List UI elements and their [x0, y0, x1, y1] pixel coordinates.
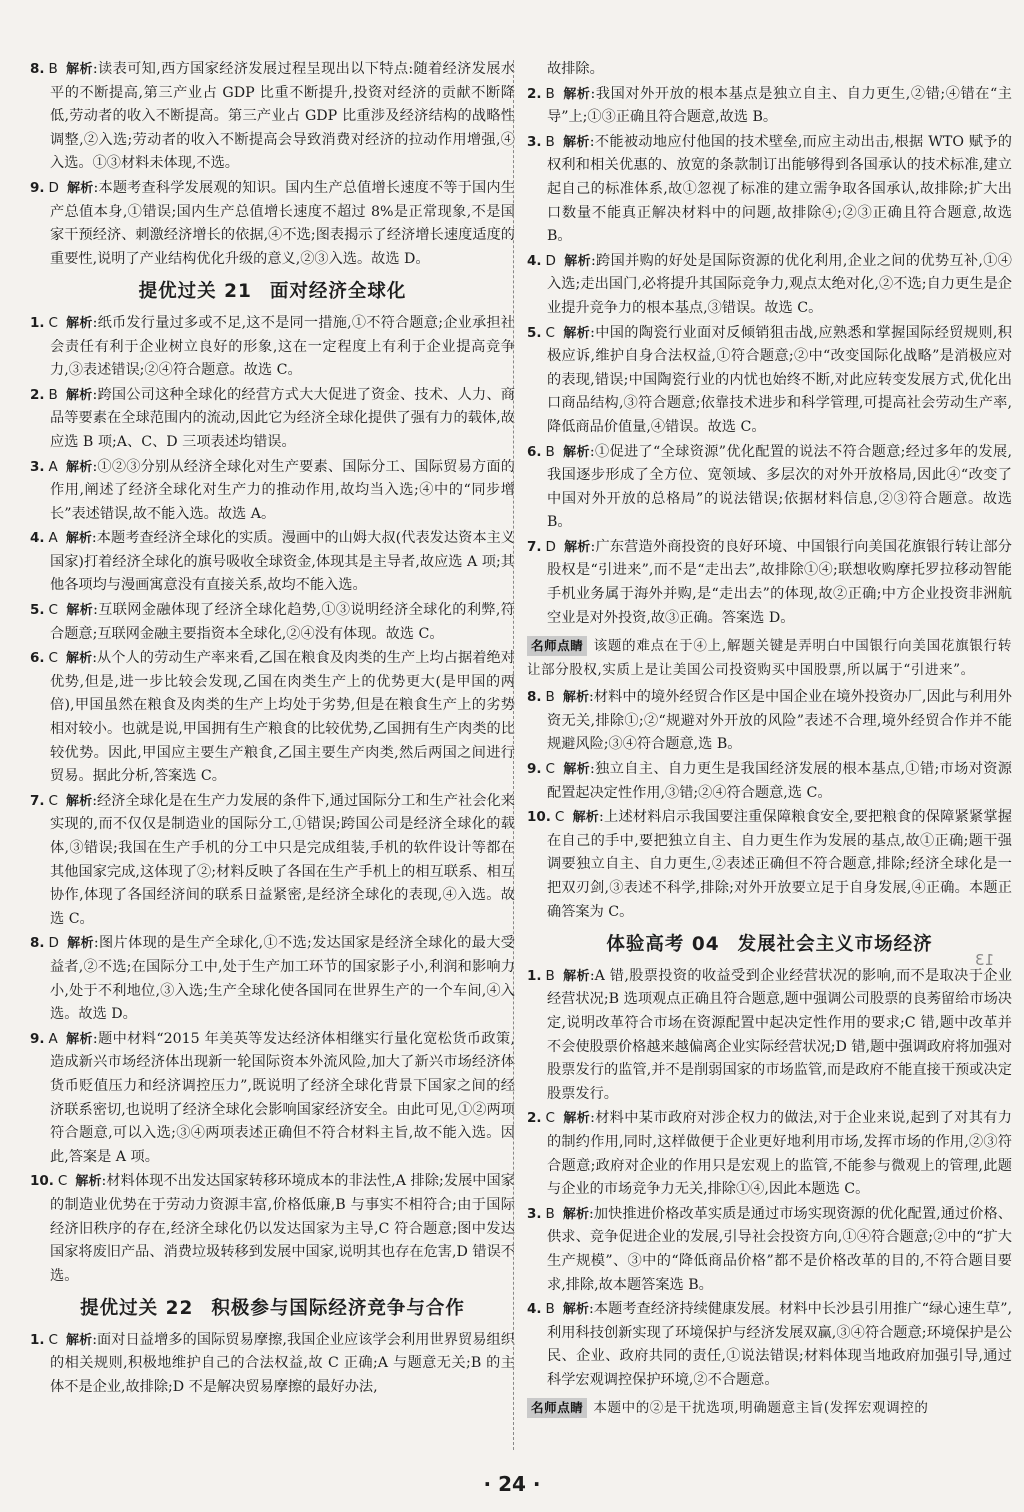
item-answer: D — [545, 538, 556, 555]
answer-item: 5. C 解析:互联网金融体现了经济全球化趋势,①③说明经济全球化的利弊,符合题意;互联网金融主要指资本全球化,②④没有体现。故选 C。 — [30, 602, 515, 642]
answer-item: 3. B 解析:不能被动地应付他国的技术壁垒,而应主动出击,根据 WTO 赋予的权利和相关优惠的、放宽的条款制订出能够得到各国承认的技术标准,建立起自己的标准体系,故①忽视了标准的建立需争取各国承认,故排除;扩大出口数量不能真正解决材料中的问题,故排除④;②③正确且符合题意,故选 B。 — [527, 133, 1012, 245]
teacher-tip — [527, 1396, 1012, 1420]
item-answer: C — [545, 1110, 555, 1127]
item-text: 上述材料启示我国要注重保障粮食安全,要把粮食的保障紧紧掌握在自己的手中,要把独立自主、自力更生作为发展的基点,故①正确;题干强调要独立自主、自力更生,②表述正确但不符合题意,排除;经济全球化是一把双刃剑,③表述不科学,排除;对外开放要立足于自身发展,④正确。本题正确答案为 C。 — [547, 809, 1012, 920]
right-items-a — [527, 83, 1012, 631]
item-text: 加快推进价格改革实质是通过市场实现资源的优化配置,通过价格、供求、竞争促进企业的发展,引导社会投资方向,①④符合题意;②中的“扩大生产规模”、③中的“降低商品价格”都不是价格改革的目的,不符合题目要求,排除,故本题答案选 B。 — [547, 1205, 1012, 1293]
item-number: 3. — [527, 133, 542, 150]
item-text: 面对日益增多的国际贸易摩擦,我国企业应该学会利用世界贸易组织的相关规则,积极地维护自己的合法权益,故 C 正确;A 与题意无关;B 的主体不是企业,故排除;D 不是解决贸易摩擦的最好办法, — [50, 1331, 515, 1396]
answer-item: 1. C 解析:面对日益增多的国际贸易摩擦,我国企业应该学会利用世界贸易组织的相关规则,积极地维护自己的合法权益,故 C 正确;A 与题意无关;B 的主体不是企业,故排除;D 不是解决贸易摩擦的最好办法, — [30, 1331, 515, 1396]
item-number: 5. — [30, 602, 45, 619]
heading-title: 面对经济全球化 — [269, 281, 407, 303]
answer-item: 4. D 解析:跨国并购的好处是国际资源的优化利用,企业之间的优势互补,①④入选;走出国门,必将提升其国际竞争力,观点太绝对化,②不选;自力更生是企业提升竞争力的根本基点,③错误。故选 C。 — [527, 252, 1012, 316]
heading-prefix: 提优过关 21 — [138, 281, 252, 303]
answer-item: 8. D 解析:图片体现的是生产全球化,①不选;发达国家是经济全球化的最大受益者,②不选;在国际分工中,处于生产加工环节的国家影子小,利润和影响力小,处于不利地位,③入选;生产全球化使各国同在世界生产的一个车间,④入选。故选 D。 — [30, 935, 515, 1023]
left-column — [30, 58, 515, 1401]
analysis-label: 解析 — [563, 253, 591, 269]
answer-item: 1. C 解析:纸币发行量过多或不足,这不是同一措施,①不符合题意;企业承担社会责任有利于企业树立良好的形象,这在一定程度上有利于企业提高竞争力,③表述错误;②④符合题意。故选 C。 — [30, 314, 515, 379]
page-number: · 24 · — [483, 1472, 541, 1496]
item-number: 2. — [30, 386, 45, 403]
answer-item: 3. B 解析:加快推进价格改革实质是通过市场实现资源的优化配置,通过价格、供求、竞争促进企业的发展,引导社会投资方向,①④符合题意;②中的“扩大生产规模”、③中的“降低商品价格”都不是价格改革的目的,不符合题目要求,排除,故本题答案选 B。 — [527, 1205, 1012, 1293]
item-text: A 错,股票投资的收益受到企业经营状况的影响,而不是取决于企业经营状况;B 选项观点正确且符合题意,题中强调公司股票的良莠留给市场决定,说明改革符合市场在资源配置中起决定性作用的要求;C 错,题中改革并不会使股票价格越来越偏离企业实际经营状况;D 错,题中强调政府将加强对股票发行的监管,并不是削弱国家的市场监管,而是政府不能直接干预或决定股票发行。 — [547, 967, 1012, 1102]
item-answer: A — [48, 1030, 58, 1047]
column-divider — [513, 60, 515, 1450]
item-text: 纸币发行量过多或不足,这不是同一措施,①不符合题意;企业承担社会责任有利于企业树立良好的形象,这在一定程度上有利于企业提高竞争力,③表述错误;②④符合题意。故选 C。 — [50, 314, 515, 379]
teacher-tip — [527, 634, 1012, 682]
analysis-label: 解析 — [562, 690, 590, 706]
item-number: 4. — [30, 530, 45, 547]
answer-item: 3. A 解析:①②③分别从经济全球化对生产要素、国际分工、国际贸易方面的作用,阐述了经济全球化对生产力的推动作用,故均当入选;④中的“同步增长”表述错误,故不能入选。故选 A。 — [30, 458, 515, 522]
item-number: 6. — [527, 443, 542, 460]
analysis-label: 解析 — [65, 315, 93, 331]
item-answer: B — [545, 133, 555, 150]
section-heading-gaokao-04 — [527, 933, 1012, 957]
analysis-label: 解析 — [65, 387, 93, 403]
analysis-label: 解析 — [66, 936, 94, 952]
section-heading-21 — [30, 280, 515, 304]
item-number: 5. — [527, 324, 542, 341]
item-answer: B — [48, 61, 58, 77]
item-answer: B — [545, 1301, 555, 1318]
item-text: 广东营造外商投资的良好环境、中国银行向美国花旗银行转让部分股权是“引进来”,而不是“走出去”,故排除①④;联想收购摩托罗拉移动智能手机业务属于海外并购,是“走出去”的体现,故②正确;中方企业投资非洲航空业是对外投资,故③正确。答案选 D。 — [547, 538, 1012, 626]
item-text: 中国的陶瓷行业面对反倾销狙击战,应熟悉和掌握国际经贸规则,积极应诉,维护自身合法权益,①符合题意;②中“改变国际化战略”是消极应对的表现,错误;中国陶瓷行业的内忧也始终不断,对此应转变发展方式,优化出口商品结构,③符合题意;依靠技术进步和科学管理,可提高社会劳动生产率,降低商品价值量,④错误。故选 C。 — [547, 324, 1012, 435]
item-number: 2. — [527, 1110, 542, 1127]
heading-title: 发展社会主义市场经济 — [737, 934, 933, 956]
item-number: 1. — [527, 967, 542, 984]
answer-item: 6. B 解析:①促进了“全球资源”优化配置的说法不符合题意;经过多年的发展,我国逐步形成了全方位、宽领域、多层次的对外开放格局,因此④“改变了中国对外开放的总格局”的说法错误;依据材料信息,②③符合题意。故选 B。 — [527, 443, 1012, 531]
tip-text: 该题的难点在于④上,解题关键是弄明白中国银行向美国花旗银行转让部分股权,实质上是让美国公司投资购买中国股票,所以属于“引进来”。 — [527, 638, 1012, 679]
item-answer: B — [545, 1205, 555, 1222]
item-answer: C — [48, 650, 58, 667]
item-text: 图片体现的是生产全球化,①不选;发达国家是经济全球化的最大受益者,②不选;在国际分工中,处于生产加工环节的国家影子小,利润和影响力小,处于不利地位,③入选;生产全球化使各国同在世界生产的一个车间,④入选。故选 D。 — [50, 935, 515, 1023]
item-number: 8. — [30, 935, 45, 952]
analysis-label: 解析 — [75, 1174, 102, 1190]
item-answer: D — [48, 179, 59, 196]
analysis-label: 解析 — [562, 444, 590, 460]
item-text: 本题考查经济全球化的实质。漫画中的山姆大叔(代表发达资本主义国家)打着经济全球化的旗号吸收全球资金,体现其是主导者,故应选 A 项;其他各项均与漫画寓意没有直接关系,故均不能入选。 — [50, 530, 515, 594]
item-text: 经济全球化是在生产力发展的条件下,通过国际分工和生产社会化来实现的,而不仅仅是制造业的国际分工,①错误;跨国公司是经济全球化的载体,③错误;我国在生产手机的分工中只是完成组装,手机的软件设计等都在其他国家完成,这体现了②;材料反映了各国在生产手机上的相互联系、相互协作,体现了各国经济间的联系日益紧密,是经济全球化的表现,④入选。故选 C。 — [50, 792, 515, 927]
item-number: 7. — [527, 538, 542, 555]
analysis-label: 解析 — [562, 1111, 591, 1127]
continued-text: 故排除。 — [547, 61, 604, 77]
item-number: 3. — [527, 1205, 542, 1222]
section-heading-22 — [30, 1297, 515, 1321]
heading-prefix: 提优过关 22 — [80, 1298, 194, 1320]
item-answer: C — [545, 761, 555, 778]
left-items-21 — [30, 312, 515, 1288]
tip-tag: 名师点睛 — [527, 1398, 587, 1418]
item-text: 不能被动地应付他国的技术壁垒,而应主动出击,根据 WTO 赋予的权利和相关优惠的、放宽的条款制订出能够得到各国承认的技术标准,建立起自己的标准体系,故①忽视了标准的建立需争取各国承认,故排除;扩大出口数量不能真正解决材料中的问题,故排除④;②③正确且符合题意,故选 B。 — [547, 133, 1012, 245]
item-answer: C — [48, 314, 58, 331]
tip-tag: 名师点睛 — [527, 636, 587, 656]
analysis-label: 解析 — [562, 762, 591, 778]
item-answer: B — [545, 443, 555, 460]
left-items-22 — [30, 1329, 515, 1400]
analysis-label: 解析 — [66, 180, 94, 196]
answer-item: 1. B 解析:A 错,股票投资的收益受到企业经营状况的影响,而不是取决于企业经营状况;B 选项观点正确且符合题意,题中强调公司股票的良莠留给市场决定,说明改革符合市场在资源配置中起决定性作用的要求;C 错,题中改革并不会使股票价格越来越偏离企业实际经营状况;D 错,题中强调政府将加强对股票发行的监管,并不是削弱国家的市场监管,而是政府不能直接干预或决定股票发行。 — [527, 967, 1012, 1102]
answer-item: 7. D 解析:广东营造外商投资的良好环境、中国银行向美国花旗银行转让部分股权是“引进来”,而不是“走出去”,故排除①④;联想收购摩托罗拉移动智能手机业务属于海外并购,是“走出去”的体现,故②正确;中方企业投资非洲航空业是对外投资,故③正确。答案选 D。 — [527, 538, 1012, 626]
item-text: 题中材料“2015 年美英等发达经济体相继实行量化宽松货币政策,造成新兴市场经济体出现新一轮国际资本外流风险,加大了新兴市场经济体货币贬值压力和经济调控压力”,既说明了经济全球化背景下国家之间的经济联系密切,也说明了经济全球化会影响国家经济安全。由此可见,①②两项符合题意,可以入选;③④两项表述正确但不符合材料主旨,故不能入选。因此,答案是 A 项。 — [50, 1030, 515, 1165]
item-answer: C — [48, 792, 58, 809]
item-text: 材料体现不出发达国家转移环境成本的非法性,A 排除;发展中国家的制造业优势在于劳动力资源丰富,价格低廉,B 与事实不相符合;由于国际经济旧秩序的存在,经济全球化仍以发达国家为主导,C 符合题意;图中发达国家将废旧产品、消费垃圾转移到发展中国家,说明其也存在危害,D 错误不选。 — [50, 1173, 515, 1284]
right-column — [527, 58, 1012, 1424]
item-text: ①促进了“全球资源”优化配置的说法不符合题意;经过多年的发展,我国逐步形成了全方位、宽领域、多层次的对外开放格局,因此④“改变了中国对外开放的总格局”的说法错误;依据材料信息,②③符合题意。故选 B。 — [547, 443, 1012, 531]
answer-item: 4. A 解析:本题考查经济全球化的实质。漫画中的山姆大叔(代表发达资本主义国家)打着经济全球化的旗号吸收全球资金,体现其是主导者,故应选 A 项;其他各项均与漫画寓意没有直接关系,故均不能入选。 — [30, 530, 515, 594]
item-answer: B — [545, 689, 555, 706]
item-number: 8. — [527, 689, 542, 706]
item-number: 2. — [527, 85, 542, 102]
analysis-label: 解析 — [65, 793, 93, 809]
heading-title: 积极参与国际经济竞争与合作 — [211, 1298, 465, 1320]
item-text: 材料中某市政府对涉企权力的做法,对于企业来说,起到了对其有力的制约作用,同时,这样做便于企业更好地利用市场,发挥市场的作用,②③符合题意;政府对企业的作用只是宏观上的监管,不能参与微观上的管理,此题与企业的市场竞争力无关,排除①④,因此本题选 C。 — [547, 1110, 1012, 1198]
analysis-label: 解析 — [65, 1332, 93, 1348]
answer-item: 7. C 解析:经济全球化是在生产力发展的条件下,通过国际分工和生产社会化来实现的,而不仅仅是制造业的国际分工,①错误;跨国公司是经济全球化的载体,③错误;我国在生产手机的分工中只是完成组装,手机的软件设计等都在其他国家完成,这体现了②;材料反映了各国在生产手机上的相互联系、相互协作,体现了各国经济间的联系日益紧密,是经济全球化的表现,④入选。故选 C。 — [30, 792, 515, 927]
answer-item: 2. B 解析:我国对外开放的根本基点是独立自主、自力更生,②错;④错在“主导”上;①③正确且符合题意,故选 B。 — [527, 85, 1012, 126]
analysis-label: 解析 — [562, 1302, 589, 1318]
answer-item: 2. B 解析:跨国公司这种全球化的经营方式大大促进了资金、技术、人力、商品等要素在全球范围内的流动,因此它为经济全球化提供了强有力的载体,故应选 B 项;A、C、D 三项表述均错误。 — [30, 386, 515, 450]
analysis-label: 解析 — [562, 86, 591, 102]
item-number: 10. — [527, 809, 551, 826]
item-number: 3. — [30, 458, 45, 475]
left-top-items — [30, 58, 515, 271]
item-number: 9. — [30, 1030, 45, 1047]
item-number: 4. — [527, 1301, 542, 1318]
analysis-label: 解析 — [562, 325, 591, 341]
analysis-label: 解析 — [65, 531, 92, 547]
item-text: 独立自主、自力更生是我国经济发展的根本基点,①错;市场对资源配置起决定性作用,③错;②④符合题意,选 C。 — [547, 761, 1012, 801]
tip-text: 本题中的②是干扰选项,明确题意主旨(发挥宏观调控的 — [593, 1400, 929, 1417]
item-text: 本题考查科学发展观的知识。国内生产总值增长速度不等于国内生产总值本身,①错误;国内生产总值增长速度不超过 8%是正常现象,不是国家干预经济、刺激经济增长的依据,④不选;图表揭示了经济增长速度适度的重要性,说明了产业结构优化升级的意义,②③入选。故选 D。 — [50, 179, 515, 267]
item-answer: A — [48, 530, 58, 547]
item-number: 4. — [527, 252, 542, 269]
answer-item: 6. C 解析:从个人的劳动生产率来看,乙国在粮食及肉类的生产上均占据着绝对优势,但是,进一步比较会发现,乙国在肉类生产上的优势更大(是甲国的两倍),甲国虽然在粮食及肉类的生产上均处于劣势,但是在粮食生产上的劣势相对较小。也就是说,甲国拥有生产粮食的比较优势,乙国拥有生产肉类的比较优势。因此,甲国应主要生产粮食,乙国主要生产肉类,然后两国之间进行贸易。据此分析,答案选 C。 — [30, 650, 515, 785]
item-answer: C — [545, 324, 555, 341]
answer-item: 9. C 解析:独立自主、自力更生是我国经济发展的根本基点,①错;市场对资源配置起决定性作用,③错;②④符合题意,选 C。 — [527, 761, 1012, 801]
item-text: ①②③分别从经济全球化对生产要素、国际分工、国际贸易方面的作用,阐述了经济全球化对生产力的推动作用,故均当入选;④中的“同步增长”表述错误,故不能入选。故选 A。 — [50, 458, 515, 522]
item-number: 9. — [527, 761, 542, 778]
answer-item: 5. C 解析:中国的陶瓷行业面对反倾销狙击战,应熟悉和掌握国际经贸规则,积极应诉,维护自身合法权益,①符合题意;②中“改变国际化战略”是消极应对的表现,错误;中国陶瓷行业的内忧也始终不断,对此应转变发展方式,优化出口商品结构,③符合题意;依靠技术进步和科学管理,可提高社会劳动生产率,降低商品价值量,④错误。故选 C。 — [527, 324, 1012, 435]
item-number: 8. — [30, 61, 45, 77]
answer-item: 2. C 解析:材料中某市政府对涉企权力的做法,对于企业来说,起到了对其有力的制约作用,同时,这样做便于企业更好地利用市场,发挥市场的作用,②③符合题意;政府对企业的作用只是宏观上的监管,不能参与微观上的管理,此题与企业的市场竞争力无关,排除①④,因此本题选 C。 — [527, 1110, 1012, 1198]
item-number: 6. — [30, 650, 45, 667]
item-text: 读表可知,西方国家经济发展过程呈现出以下特点:随着经济发展水平的不断提高,第三产业占 GDP 比重不断提升,投资对经济的贡献不断降低,劳动者的收入不断提高。第三产业占 GDP 比重涉及经济结构的战略性调整,②入选;劳动者的收入不断提高会导致消费对经济的拉动作用增强,④入选。①③材料未体现,不选。 — [50, 61, 515, 172]
item-answer: C — [48, 602, 58, 619]
analysis-label: 解析 — [572, 810, 600, 826]
item-answer: B — [545, 967, 555, 984]
stray-mark: 13 — [975, 951, 995, 969]
item-answer: D — [48, 935, 59, 952]
analysis-label: 解析 — [562, 968, 590, 984]
item-answer: D — [545, 252, 556, 269]
answer-item: 8. B 解析:读表可知,西方国家经济发展过程呈现出以下特点:随着经济发展水平的不断提高,第三产业占 GDP 比重不断提升,投资对经济的贡献不断降低,劳动者的收入不断提高。第三产业占 GDP 比重涉及经济结构的战略性调整,②入选;劳动者的收入不断提高会导致消费对经济的拉动作用增强,④入选。①③材料未体现,不选。 — [30, 61, 515, 172]
answer-item: 9. D 解析:本题考查科学发展观的知识。国内生产总值增长速度不等于国内生产总值本身,①错误;国内生产总值增长速度不超过 8%是正常现象,不是国家干预经济、刺激经济增长的依据,④不选;图表揭示了经济增长速度适度的重要性,说明了产业结构优化升级的意义,②③入选。故选 D。 — [30, 179, 515, 267]
answer-item: 10. C 解析:材料体现不出发达国家转移环境成本的非法性,A 排除;发展中国家的制造业优势在于劳动力资源丰富,价格低廉,B 与事实不相符合;由于国际经济旧秩序的存在,经济全球化仍以发达国家为主导,C 符合题意;图中发达国家将废旧产品、消费垃圾转移到发展中国家,说明其也存在危害,D 错误不选。 — [30, 1173, 515, 1284]
answer-item: 4. B 解析:本题考查经济持续健康发展。材料中长沙县引用推广“绿心速生草”,利用科技创新实现了环境保护与经济发展双赢,③④符合题意;环境保护是公民、企业、政府共同的责任,①说法错误;材料体现当地政府加强引导,通过科学宏观调控保护环境,②不合题意。 — [527, 1301, 1012, 1388]
item-answer: C — [554, 809, 565, 826]
heading-prefix: 体验高考 04 — [606, 934, 720, 956]
item-number: 9. — [30, 179, 45, 196]
item-text: 跨国并购的好处是国际资源的优化利用,企业之间的优势互补,①④入选;走出国门,必将提升其国际竞争力,观点太绝对化,②不选;自力更生是企业提升竞争力的根本基点,③错误。故选 C。 — [547, 252, 1012, 316]
analysis-label: 解析 — [65, 603, 94, 619]
item-text: 我国对外开放的根本基点是独立自主、自力更生,②错;④错在“主导”上;①③正确且符合题意,故选 B。 — [547, 85, 1012, 126]
item-answer: B — [48, 386, 58, 403]
item-number: 1. — [30, 1331, 45, 1348]
analysis-label: 解析 — [563, 539, 591, 555]
item-number: 10. — [30, 1173, 54, 1190]
analysis-label: 解析 — [65, 62, 93, 77]
analysis-label: 解析 — [65, 1031, 93, 1047]
item-number: 7. — [30, 792, 45, 809]
item-text: 本题考查经济持续健康发展。材料中长沙县引用推广“绿心速生草”,利用科技创新实现了环境保护与经济发展双赢,③④符合题意;环境保护是公民、企业、政府共同的责任,①说法错误;材料体现当地政府加强引导,通过科学宏观调控保护环境,②不合题意。 — [547, 1301, 1012, 1388]
right-items-c — [527, 965, 1012, 1393]
item-answer: C — [48, 1331, 58, 1348]
answer-item: 9. A 解析:题中材料“2015 年美英等发达经济体相继实行量化宽松货币政策,造成新兴市场经济体出现新一轮国际资本外流风险,加大了新兴市场经济体货币贬值压力和经济调控压力”,既说明了经济全球化背景下国家之间的经济联系密切,也说明了经济全球化会影响国家经济安全。由此可见,①②两项符合题意,可以入选;③④两项表述正确但不符合材料主旨,故不能入选。因此,答案是 A 项。 — [30, 1030, 515, 1165]
analysis-label: 解析 — [562, 1206, 590, 1222]
item-text: 从个人的劳动生产率来看,乙国在粮食及肉类的生产上均占据着绝对优势,但是,进一步比较会发现,乙国在肉类生产上的优势更大(是甲国的两倍),甲国虽然在粮食及肉类的生产上均处于劣势,但是在粮食生产上的劣势相对较小。也就是说,甲国拥有生产粮食的比较优势,乙国拥有生产肉类的比较优势。因此,甲国应主要生产粮食,乙国主要生产肉类,然后两国之间进行贸易。据此分析,答案选 C。 — [50, 650, 515, 785]
analysis-label: 解析 — [562, 134, 590, 150]
answer-item: 10. C 解析:上述材料启示我国要注重保障粮食安全,要把粮食的保障紧紧掌握在自己的手中,要把独立自主、自力更生作为发展的基点,故①正确;题干强调要独立自主、自力更生,②表述正确但不符合题意,排除;经济全球化是一把双刃剑,③表述不科学,排除;对外开放要立足于自身发展,④正确。本题正确答案为 C。 — [527, 809, 1012, 920]
item-answer: C — [57, 1173, 68, 1190]
item-text: 互联网金融体现了经济全球化趋势,①③说明经济全球化的利弊,符合题意;互联网金融主要指资本全球化,②④没有体现。故选 C。 — [50, 602, 515, 642]
item-text: 跨国公司这种全球化的经营方式大大促进了资金、技术、人力、商品等要素在全球范围内的流动,因此它为经济全球化提供了强有力的载体,故应选 B 项;A、C、D 三项表述均错误。 — [50, 386, 515, 450]
item-answer: A — [48, 458, 58, 475]
analysis-label: 解析 — [65, 651, 93, 667]
analysis-label: 解析 — [65, 459, 93, 475]
answer-item: 8. B 解析:材料中的境外经贸合作区是中国企业在境外投资办厂,因此与利用外资无关,排除①;②“规避对外开放的风险”表述不合理,境外经贸合作并不能规避风险;③④符合题意,选 B。 — [527, 689, 1012, 753]
right-items-b — [527, 686, 1012, 924]
item-answer: B — [545, 85, 555, 102]
item-text: 材料中的境外经贸合作区是中国企业在境外投资办厂,因此与利用外资无关,排除①;②“规避对外开放的风险”表述不合理,境外经贸合作并不能规避风险;③④符合题意,选 B。 — [547, 689, 1012, 753]
item-number: 1. — [30, 314, 45, 331]
